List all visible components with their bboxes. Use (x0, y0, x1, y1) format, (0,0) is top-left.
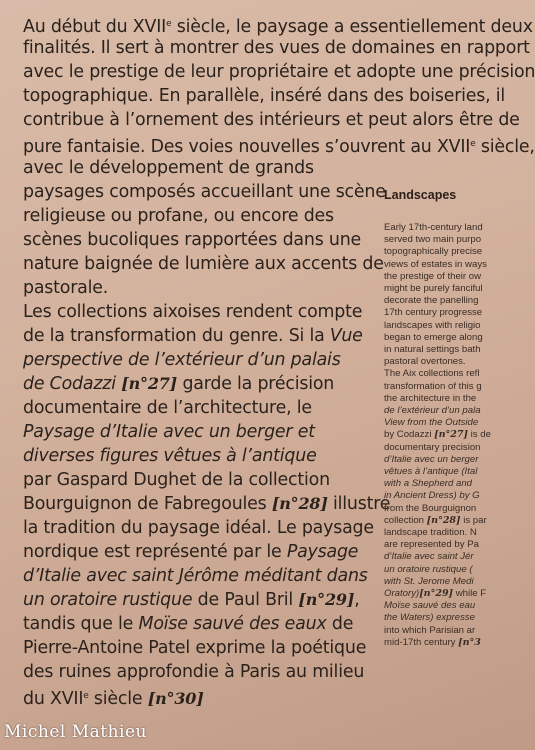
fr-line-18: Paysage d’Italie avec un berger et (23, 422, 315, 442)
en-line-9: landscapes with religio (384, 320, 481, 331)
en-line-25: collection [n°28] is par (384, 515, 487, 526)
en-line-30: with St. Jerome Medi (384, 576, 474, 587)
en-line-11: in natural settings bath (384, 344, 481, 355)
en-line-17: View from the Outside (384, 417, 479, 428)
en-line-34: into which Parisian ar (384, 625, 476, 636)
en-line-33: the Waters) expresse (384, 612, 475, 623)
en-line-23: in Ancient Dress) by G (384, 490, 480, 501)
fr-line-13: Les collections aixoises rendent compte (23, 302, 363, 322)
fr-line-1: Au début du XVIIe siècle, le paysage a essentiellement deux (23, 17, 533, 37)
en-line-5: the prestige of their ow (384, 271, 482, 282)
fr-line-27: Pierre-Antoine Patel exprime la poétique (23, 638, 367, 658)
fr-line-10: scènes bucoliques rapportées dans une (23, 230, 362, 250)
en-catalogue-ref-27: [n°27] (434, 429, 468, 440)
en-line-10: began to emerge along (384, 332, 483, 343)
fr-line-12: pastorale. (23, 278, 109, 298)
fr-line-17: documentaire de l’architecture, le (23, 398, 312, 418)
catalogue-ref-29: [n°29] (298, 590, 355, 609)
en-line-15: the architecture in the (384, 393, 477, 404)
fr-line-2: finalités. Il sert à montrer des vues de domaines en rapport (23, 38, 530, 58)
photographer-watermark: Michel Mathieu (4, 722, 147, 742)
en-line-28: d’Italie avec saint Jér (384, 551, 474, 562)
en-line-16: de l’extérieur d’un pala (384, 405, 481, 416)
catalogue-ref-28: [n°28] (271, 494, 328, 513)
fr-line-23: nordique est représenté par le Paysage (23, 542, 359, 562)
fr-line-19: diverses figures vêtues à l’antique (23, 446, 317, 466)
en-line-7: decorate the panelling (384, 295, 479, 306)
fr-line-9: religieuse ou profane, ou encore des (23, 206, 334, 226)
en-line-18: by Codazzi [n°27] is de (384, 429, 491, 440)
fr-line-14: de la transformation du genre. Si la Vue (23, 326, 363, 346)
en-line-3: topographically precise (384, 246, 483, 257)
en-line-12: pastoral overtones. (384, 356, 466, 367)
en-line-26: landscape tradition. N (384, 527, 477, 538)
en-line-19: documentary precision (384, 442, 481, 453)
fr-line-3: avec le prestige de leur propriétaire et adopte une précision (23, 62, 535, 82)
en-line-29: un oratoire rustique ( (384, 564, 473, 575)
en-line-4: views of estates in ways (384, 259, 487, 270)
fr-line-24: d’Italie avec saint Jérôme méditant dans (23, 566, 368, 586)
fr-line-26: tandis que le Moïse sauvé des eaux de (23, 614, 354, 634)
en-line-1: Early 17th-century land (384, 222, 483, 233)
en-line-24: from the Bourguignon (384, 503, 477, 514)
en-line-32: Moïse sauvé des eau (384, 600, 476, 611)
en-line-21: vêtues à l’antique (Ital (384, 466, 478, 477)
fr-line-28: des ruines approfondie à Paris au milieu (23, 662, 365, 682)
catalogue-ref-30: [n°30] (147, 689, 204, 708)
fr-line-4: topographique. En parallèle, inséré dans des boiseries, il (23, 86, 506, 106)
fr-line-15: perspective de l’extérieur d’un palais (23, 350, 341, 370)
fr-line-16: de Codazzi [n°27] garde la précision (23, 374, 335, 394)
en-catalogue-ref-28: [n°28] (426, 515, 461, 526)
en-line-27: are represented by Pa (384, 539, 479, 550)
english-heading: Landscapes (384, 188, 457, 202)
english-text-block (384, 188, 501, 648)
en-catalogue-ref-30: [n°3 (458, 637, 481, 648)
en-line-2: served two main purpo (384, 234, 482, 245)
en-line-6: might be purely fanciful (384, 283, 483, 294)
fr-line-5: contribue à l’ornement des intérieurs et peut alors être de (23, 110, 520, 130)
catalogue-ref-27: [n°27] (115, 374, 183, 393)
fr-line-8: paysages composés accueillant une scène (23, 182, 386, 202)
en-line-8: 17th century progresse (384, 307, 483, 318)
fr-line-20: par Gaspard Dughet de la collection (23, 470, 330, 490)
fr-line-7: avec le développement de grands (23, 158, 314, 178)
fr-line-11: nature baignée de lumière aux accents de (23, 254, 384, 274)
fr-line-6: pure fantaisie. Des voies nouvelles s’ouvrent au XVIIe siècle, (23, 137, 535, 157)
fr-line-21: Bourguignon de Fabregoules [n°28] illustre (23, 494, 391, 514)
fr-line-29: du XVIIe siècle [n°30] (23, 689, 204, 709)
en-line-31: Oratory)[n°29] while F (384, 588, 487, 599)
fr-line-25: un oratoire rustique de Paul Bril [n°29], (23, 590, 360, 610)
en-line-20: d’Italie avec un berger (384, 454, 479, 465)
en-line-13: The Aix collections refl (384, 368, 480, 379)
fr-line-22: la tradition du paysage idéal. Le paysage (23, 518, 374, 538)
en-line-35: mid-17th century [n°3 (384, 637, 481, 648)
en-catalogue-ref-29: [n°29] (419, 588, 454, 599)
en-line-22: with a Shepherd and (384, 478, 473, 489)
en-line-14: transformation of this g (384, 381, 482, 392)
